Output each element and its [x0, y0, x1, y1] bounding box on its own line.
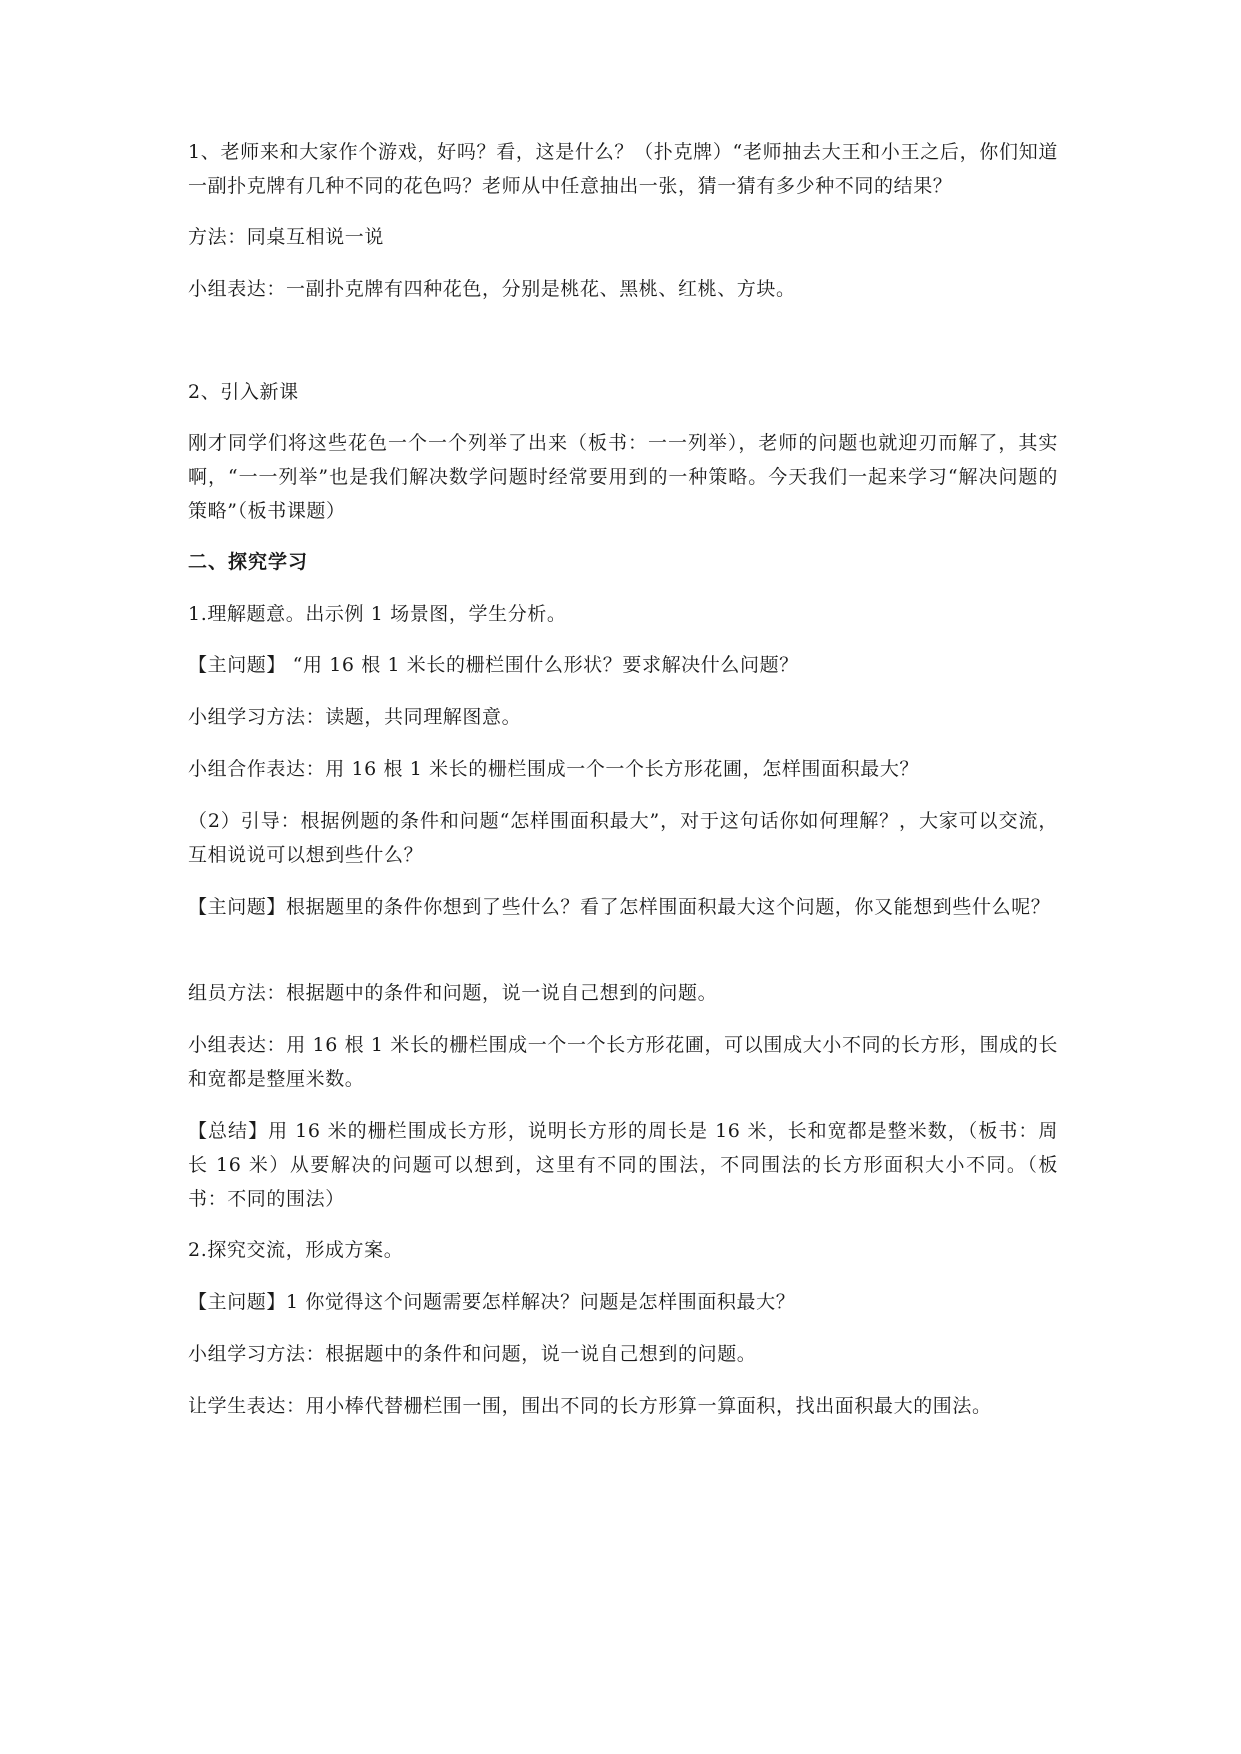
- paragraph-understand-problem: 1.理解题意。出示例 1 场景图，学生分析。: [188, 603, 567, 625]
- paragraph-group-cooperation: 小组合作表达：用 16 根 1 米长的栅栏围成一个一个长方形花圃，怎样围面积最大？: [188, 758, 920, 780]
- paragraph-main-question-3: 【主问题】1 你觉得这个问题需要怎样解决？问题是怎样围面积最大？: [188, 1291, 796, 1313]
- paragraph-group-study-method-2: 小组学习方法：根据题中的条件和问题，说一说自己想到的问题。: [188, 1343, 757, 1365]
- document-page: [188, 0, 1058, 1754]
- section-heading-explore: 二、探究学习: [188, 551, 309, 573]
- paragraph-main-question-1: 【主问题】 “用 16 根 1 米长的栅栏围什么形状？要求解决什么问题？: [188, 654, 799, 676]
- paragraph-summary: 【总结】用 16 米的栅栏围成长方形，说明长方形的周长是 16 米，长和宽都是整米数，（板书：周长 16 米）从要解决的问题可以想到，这里有不同的围法，不同围法的长方形面积大小不同。（板书：不同的围法）: [188, 1120, 1058, 1210]
- paragraph-member-method: 组员方法：根据题中的条件和问题，说一说自己想到的问题。: [188, 982, 718, 1004]
- paragraph-main-question-2: 【主问题】根据题里的条件你想到了些什么？看了怎样围面积最大这个问题，你又能想到些什么呢？: [188, 896, 1051, 918]
- paragraph-group-expression-suits: 小组表达：一副扑克牌有四种花色，分别是桃花、黑桃、红桃、方块。: [188, 278, 796, 300]
- paragraph-explore-exchange: 2.探究交流，形成方案。: [188, 1239, 404, 1261]
- paragraph-listing-strategy: 刚才同学们将这些花色一个一个列举了出来（板书：一一列举），老师的问题也就迎刃而解了，其实啊，“一一列举”也是我们解决数学问题时经常要用到的一种策略。今天我们一起来学习“解决问题的策略”（板书课题）: [188, 432, 1058, 522]
- paragraph-group-expression-rectangles: 小组表达：用 16 根 1 米长的栅栏围成一个一个长方形花圃，可以围成大小不同的长方形，围成的长和宽都是整厘米数。: [188, 1034, 1058, 1090]
- paragraph-group-study-method-1: 小组学习方法：读题，共同理解图意。: [188, 706, 522, 728]
- paragraph-method-desk-partners: 方法：同桌互相说一说: [188, 226, 385, 248]
- paragraph-guidance: （2）引导：根据例题的条件和问题“怎样围面积最大”，对于这句话你如何理解？，大家可以交流，互相说说可以想到些什么？: [188, 810, 1058, 866]
- paragraph-new-lesson-title: 2、引入新课: [188, 381, 299, 403]
- paragraph-card-game-intro: 1、老师来和大家作个游戏，好吗？看，这是什么？（扑克牌）“老师抽去大王和小王之后，你们知道一副扑克牌有几种不同的花色吗？老师从中任意抽出一张，猜一猜有多少种不同的结果？: [188, 141, 1058, 197]
- paragraph-student-expression: 让学生表达：用小棒代替栅栏围一围，围出不同的长方形算一算面积，找出面积最大的围法。: [188, 1395, 992, 1417]
